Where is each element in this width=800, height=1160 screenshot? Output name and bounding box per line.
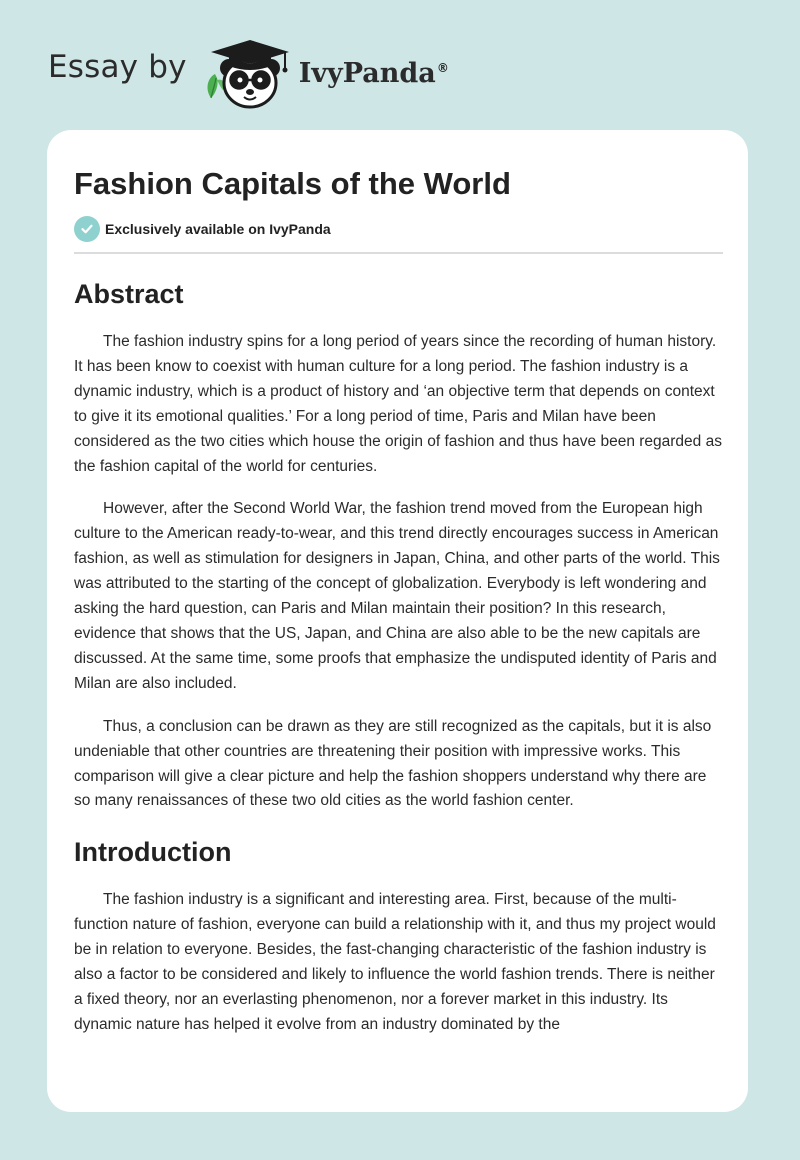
registered-mark: ®	[436, 60, 449, 75]
essay-card	[47, 130, 748, 1112]
essay-content	[74, 130, 724, 1038]
brand-name-text: IvyPanda	[298, 57, 436, 89]
section-heading-introduction: Introduction	[74, 837, 232, 868]
brand-prefix: Essay by	[48, 49, 187, 85]
section-heading-abstract: Abstract	[74, 279, 184, 309]
divider	[74, 252, 723, 254]
brand-name	[299, 58, 449, 89]
panda-logo-icon	[201, 34, 293, 110]
check-icon	[74, 216, 100, 242]
paragraph: The fashion industry spins for a long period of years since the recording of human history. It has been know to coexist with human culture for a long period. The fashion industry is a dynamic industry, which is a product of history and ‘an objective term that depends on context to give it its emotional qualities.’ For a long period of time, Paris and Milan have been considered as the two cities which house the origin of fashion and thus have been regarded as the fashion capital of the world for centuries.	[74, 333, 722, 475]
paragraph: Thus, a conclusion can be drawn as they are still recognized as the capitals, but it is also undeniable that other countries are threatening their position with impressive works. This comparison will give a clear picture and help the fashion shoppers understand why there are so many renaissances of these two old cities as the world fashion center.	[74, 717, 712, 810]
exclusive-badge	[74, 216, 724, 242]
paragraph: The fashion industry is a significant and interesting area. First, because of the multi-function nature of fashion, everyone can build a relationship with it, and thus my project would be in relation to everyone. Besides, the fast-changing characteristic of the fashion industry is also a factor to be considered and likely to influence the world fashion trends. There is neither a fixed theory, nor an everlasting phenomenon, nor a forever market in this industry. Its dynamic nature has helped it evolve from an industry dominated by the	[74, 891, 716, 1033]
brand-header[interactable]	[48, 34, 449, 110]
exclusive-badge-label: Exclusively available on IvyPanda	[105, 221, 331, 237]
paragraph: However, after the Second World War, the fashion trend moved from the European high culture to the American ready-to-wear, and this trend directly encourages success in American fashion, as well as stimulation for designers in Japan, China, and other parts of the world. This was attributed to the starting of the concept of globalization. Everybody is left wondering and asking the hard question, can Paris and Milan maintain their position? In this research, evidence that shows that the US, Japan, and China are also able to be the new capitals are discussed. At the same time, some proofs that emphasize the undisputed identity of Paris and Milan are also included.	[74, 500, 720, 692]
page-title: Fashion Capitals of the World	[74, 166, 511, 201]
